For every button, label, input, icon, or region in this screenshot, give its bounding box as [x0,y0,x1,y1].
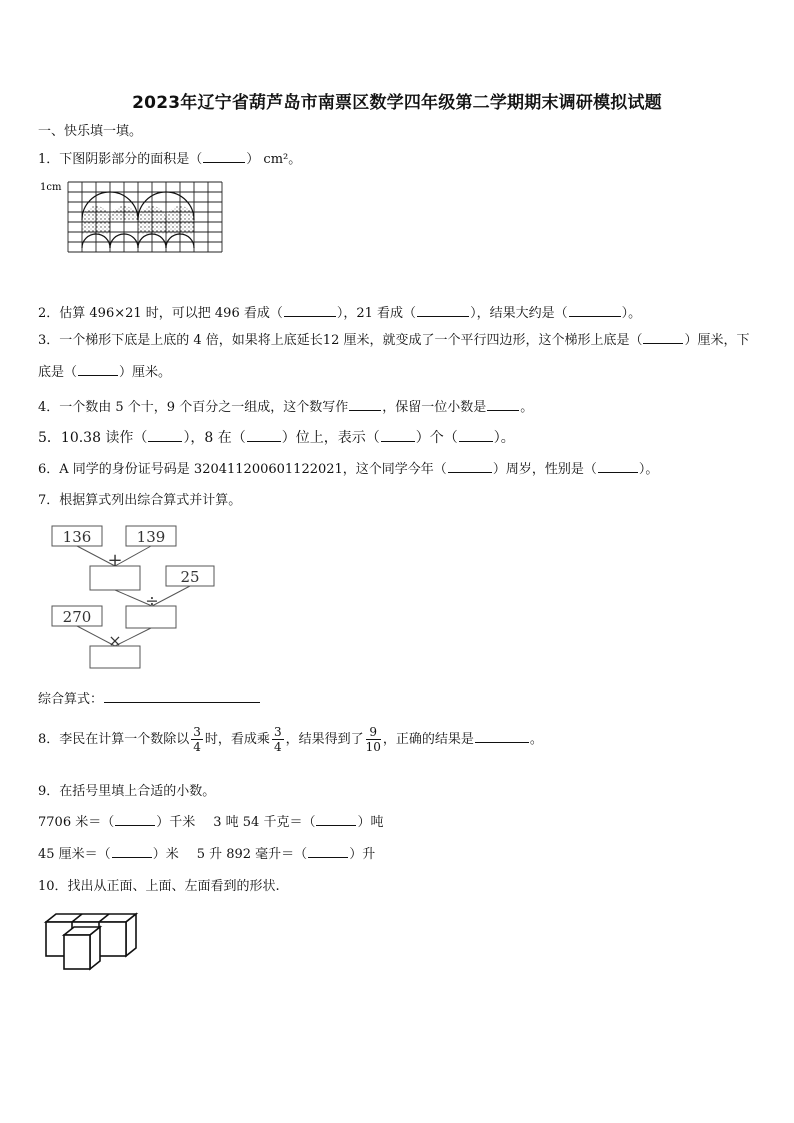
num-270: 270 [62,608,92,626]
q8-text-d: ，正确的结果是 [382,732,474,747]
q5-text-c: ）位上，表示（ [281,430,380,446]
q2-text-c: ），结果大约是（ [470,306,568,321]
fraction-3-4-a: $\frac{3}{4}$ [193,725,201,754]
q10-cube-figure [42,910,147,975]
q7-answer-blank[interactable] [104,690,260,703]
q1-text-a: 1．下图阴影部分的面积是（ [38,152,203,167]
q6-text-b: ）周岁，性别是（ [492,462,597,477]
q5-blank-3[interactable] [381,429,415,442]
question-8 [38,720,543,760]
q3-text-b: ）厘米，下底是（ [38,333,750,380]
section-heading: 一、快乐填一填。 [38,124,143,139]
question-3 [38,325,754,389]
plus-sign: + [107,550,123,571]
q6-text-a: 6．A 同学的身份证号码是 320411200601122021，这个同学今年（ [38,462,447,477]
front-cube-side [90,927,100,969]
q5-blank-4[interactable] [459,429,493,442]
q9-row-1: 7706 米＝（ ）千米 3 吨 54 千克＝（ ）吨 [38,815,384,830]
q5-text-b: ），8 在（ [183,430,246,446]
question-1 [38,148,301,167]
q4-text-a: 4．一个数由 5 个十，9 个百分之一组成，这个数写作 [38,400,349,415]
q5-text-e: ）。 [493,430,515,446]
times-sign: × [108,631,122,650]
question-4 [38,396,533,415]
q4-text-c: 。 [520,400,534,415]
question-6 [38,458,658,477]
q4-text-b: ，保留一位小数是 [382,400,487,415]
q3-blank-2[interactable] [78,363,118,376]
q4-blank-2[interactable] [487,398,519,411]
q2-text-b: ），21 看成（ [336,306,417,321]
q5-text-d: ）个（ [415,430,458,446]
grid-unit-label: 1cm [40,182,62,193]
q1-shaded-grid-figure [38,178,228,258]
num-139: 139 [136,528,166,546]
q6-text-c: ）。 [638,462,659,477]
q8-text-a: 8．李民在计算一个数除以 [38,732,190,747]
q9-blank-3[interactable] [112,845,152,858]
q1-answer-blank[interactable] [203,150,245,163]
q3-text-a: 3．一个梯形下底是上底的 4 倍，如果将上底延长12 厘米，就变成了一个平行四边形，这个梯形上底是（ [38,333,643,348]
q9-blank-4[interactable] [308,845,348,858]
question-9: 9．在括号里填上合适的小数。 [38,784,216,799]
divide-sign: ÷ [145,591,159,610]
q7-answer-line [38,688,261,707]
q9-row-2: 45 厘米＝（ ）米 5 升 892 毫升＝（ ）升 [38,847,376,862]
q8-text-c: ，结果得到了 [285,732,364,747]
num-136: 136 [62,528,92,546]
q2-text-a: 2．估算 496×21 时，可以把 496 看成（ [38,306,283,321]
q6-blank-1[interactable] [448,460,492,473]
q3-text-c: ）厘米。 [119,365,172,380]
back-top-face [46,914,136,922]
num-25: 25 [180,568,200,586]
fraction-9-10: $\frac{9}{10}$ [365,725,381,754]
front-cube-face [64,935,90,969]
unit-grid [68,182,222,252]
q1-text-b: ） cm²。 [246,152,302,167]
q2-blank-2[interactable] [417,304,469,317]
q7-answer-label: 综合算式： [38,692,104,707]
q8-text-b: 时，看成乘 [204,732,270,747]
q8-text-e: 。 [529,732,543,747]
question-7: 7．根据算式列出综合算式并计算。 [38,493,242,508]
q3-blank-1[interactable] [643,331,683,344]
question-2 [38,302,641,321]
fraction-3-4-b: $\frac{3}{4}$ [273,725,282,754]
q9-blank-2[interactable] [316,813,356,826]
q6-blank-2[interactable] [598,460,638,473]
page-title: 2023年辽宁省葫芦岛市南票区数学四年级第二学期期末调研模拟试题 [132,93,662,113]
q4-blank-1[interactable] [349,398,381,411]
q2-text-d: ）。 [621,306,642,321]
q7-calculation-diagram [50,522,200,672]
q5-text-a: 5．10.38 读作（ [38,430,148,446]
q5-blank-2[interactable] [247,429,281,442]
q9-blank-1[interactable] [115,813,155,826]
q5-blank-1[interactable] [148,429,182,442]
back-right-face [126,914,136,956]
question-10: 10．找出从正面、上面、左面看到的形状. [38,879,280,894]
question-5 [38,427,515,447]
q8-answer-blank[interactable] [475,730,529,743]
q2-blank-1[interactable] [284,304,336,317]
q2-blank-3[interactable] [569,304,621,317]
